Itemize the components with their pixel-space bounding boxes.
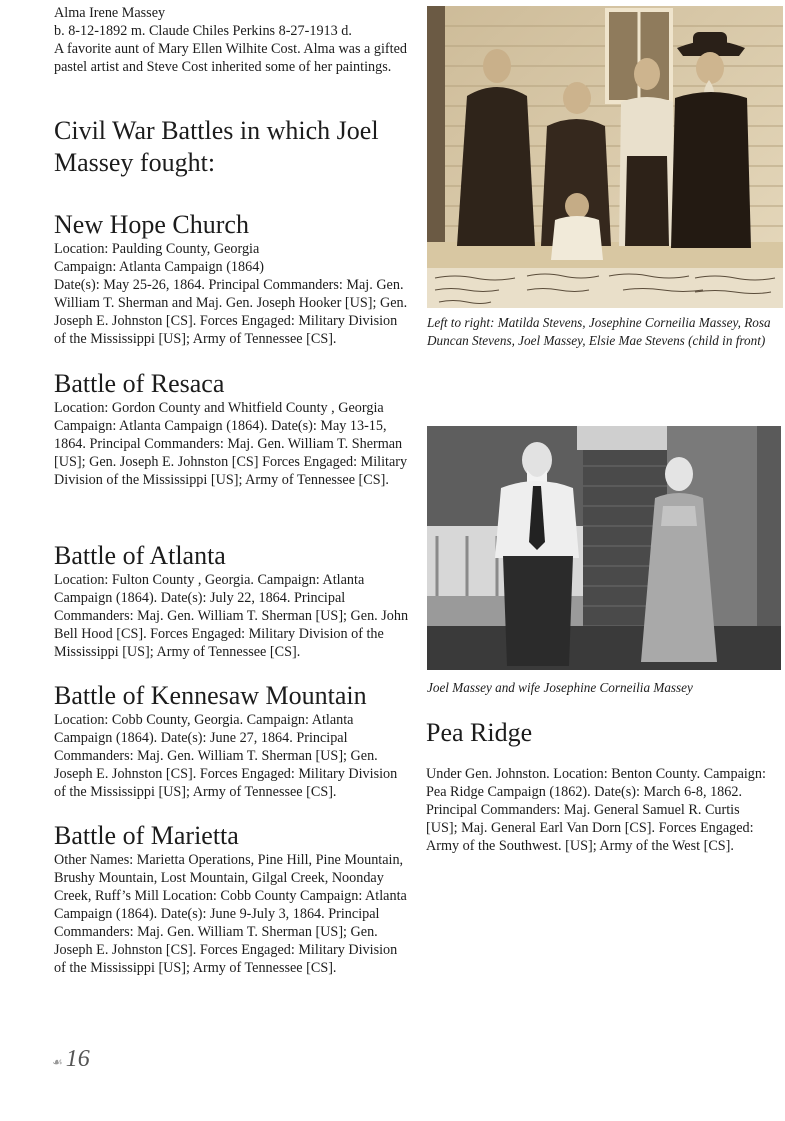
battle-title: Battle of Marietta bbox=[54, 821, 239, 850]
battle-pea-ridge bbox=[426, 718, 766, 855]
battle-title: Battle of Resaca bbox=[54, 369, 225, 398]
couple-photo bbox=[427, 426, 781, 670]
page-number-value: 16 bbox=[65, 1046, 90, 1072]
battle-campaign: Campaign: Atlanta Campaign (1864) bbox=[54, 259, 265, 275]
battle-new-hope-church bbox=[54, 210, 410, 348]
battle-resaca bbox=[54, 369, 410, 489]
battle-text: Location: Fulton County , Georgia. Campaign: Atlanta Campaign (1864). Date(s): July 22, 1864. Principal Commanders: Maj. Gen. William T. Sherman [US]; Gen. John Bell Hood [CS]. Forces Engaged: Military Division of the Mississippi [US]; Army of Tennessee [CS]. bbox=[54, 572, 409, 660]
battle-title: New Hope Church bbox=[54, 210, 249, 239]
battle-atlanta bbox=[54, 541, 410, 661]
battle-title: Battle of Atlanta bbox=[54, 541, 226, 570]
battle-details: Date(s): May 25-26, 1864. Principal Commanders: Maj. Gen. William T. Sherman and Maj. Gen. Joseph Hooker [US]; Gen. Joseph E. Johnston [CS]. Forces Engaged: Military Division of the Mississippi [US]; Army of Tennessee [CS]. bbox=[54, 277, 408, 347]
leaf-ornament-icon: ☙ bbox=[52, 1055, 63, 1069]
battle-kennesaw-mountain bbox=[54, 681, 410, 801]
battle-text: Location: Cobb County, Georgia. Campaign: Atlanta Campaign (1864). Date(s): June 27, 1864. Principal Commanders: Maj. Gen. William T. Sherman [US]; Gen. Joseph E. Johnston [CS]. Forces Engaged: Military Division of the Mississippi [US]; Army of Tennessee [CS]. bbox=[54, 712, 398, 800]
family-portrait-photo bbox=[427, 6, 783, 308]
intro-block bbox=[54, 4, 410, 76]
battle-text: Other Names: Marietta Operations, Pine Hill, Pine Mountain, Brushy Mountain, Lost Mountain, Gilgal Creek, Noonday Creek, Ruff’s Mill Location: Cobb County Campaign: Atlanta Campaign (1864). Date(s): June 9-July 3, 1864. Principal Commanders: Maj. Gen. William T. Sherman [US]; Gen. Joseph E. Johnston [CS]. Forces Engaged: Military Division of the Mississippi [US]; Army of Tennessee [CS]. bbox=[54, 852, 407, 976]
battle-title: Pea Ridge bbox=[426, 718, 533, 747]
battle-text: Location: Gordon County and Whitfield County , Georgia Campaign: Atlanta Campaign (1864). Date(s): May 13-15, 1864. Principal Commanders: Maj. Gen. William T. Sherman [US]; Gen. Joseph E. Johnston [CS] Forces Engaged: Military Division of the Mississippi [US]; Army of Tennessee [CS]. bbox=[54, 400, 408, 488]
family-portrait-caption: Left to right: Matilda Stevens, Josephine Corneilia Massey, Rosa Duncan Stevens, Joel Massey, Elsie Mae Stevens (child in front) bbox=[427, 315, 771, 348]
section-heading: Civil War Battles in which Joel Massey fought: bbox=[54, 116, 379, 177]
page-number bbox=[52, 1046, 90, 1073]
battle-text: Under Gen. Johnston. Location: Benton County. Campaign: Pea Ridge Campaign (1862). Date(s): March 6-8, 1862. Principal Commanders: Maj. General Samuel R. Curtis [US]; Maj. General Earl Van Dorn [CS]. Forces Engaged: Army of the Southwest. [US]; Army of the West [CS]. bbox=[426, 766, 766, 854]
intro-name: Alma Irene Massey bbox=[54, 5, 166, 21]
battle-title: Battle of Kennesaw Mountain bbox=[54, 681, 367, 710]
battle-marietta bbox=[54, 821, 410, 977]
intro-text: A favorite aunt of Mary Ellen Wilhite Cost. Alma was a gifted pastel artist and Steve Cost inherited some of her paintings. bbox=[54, 41, 407, 75]
couple-photo-caption: Joel Massey and wife Josephine Corneilia Massey bbox=[427, 680, 693, 695]
intro-dates: b. 8-12-1892 m. Claude Chiles Perkins 8-27-1913 d. bbox=[54, 23, 352, 39]
battle-location: Location: Paulding County, Georgia bbox=[54, 241, 260, 257]
